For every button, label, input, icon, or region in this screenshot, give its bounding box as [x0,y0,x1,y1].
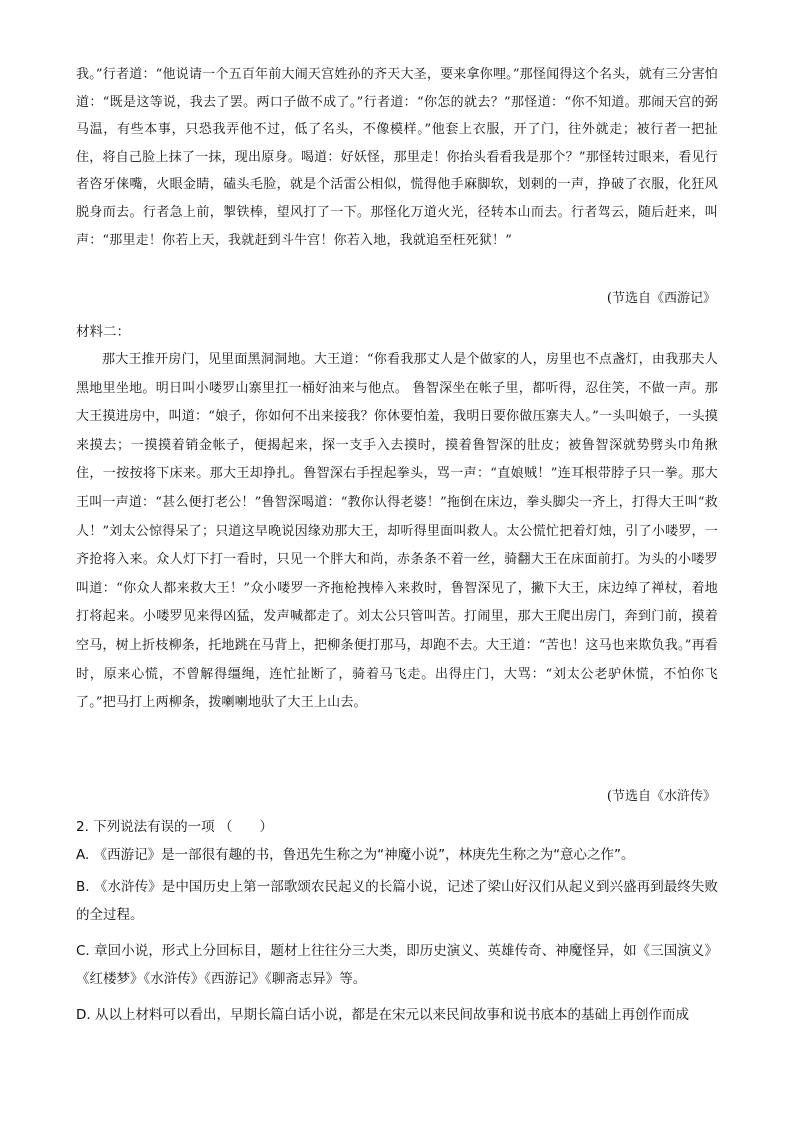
option-b: B. 《水浒传》是中国历史上第一部歌颂农民起义的长篇小说，记述了梁山好汉们从起义到兴盛再到最终失败的全过程。 [76,879,718,923]
option-a: A. 《西游记》是一部很有趣的书，鲁迅先生称之为“神魔小说”，林庚先生称之为“意心之作”。 [76,847,635,863]
material1-paragraph: 我。”行者道：“他说请一个五百年前大闹天宫姓孙的齐天大圣，要来拿你哩。”那怪闻得这个名头，就有三分害怕道：“既是这等说，我去了罢。两口子做不成了。”行者道：“你怎的就去？”那怪道：“你不知道。那闹天宫的弼马温，有些本事，只恐我弄他不过，低了名头，不像模样。”他套上衣服，开了门，往外就走；被行者一把扯住，将自己脸上抹了一抹，现出原身。喝道：好妖怪，那里走！你抬头看看我是那个？”那怪转过眼来，看见行者咨牙俫嘴，火眼金睛，磕头毛脸，就是个活雷公相似，慌得他手麻脚软，划剌的一声，挣破了衣服，化狂风脱身而去。行者急上前，掣铁棒，望风打了一下。那怪化万道火光，径转本山而去。行者驾云，随后赶来，叫声：“那里走！你若上天，我就赶到斗牛宫！你若入地，我就追至枉死狱！” [76,67,718,248]
material2-paragraph: 那大王推开房门，见里面黑洞洞地。大王道：“你看我那丈人是个做家的人，房里也不点盏灯，由我那夫人黑地里坐地。明日叫小喽罗山寨里扛一桶好油来与他点。 鲁智深坐在帐子里，都听得，忍住笑，不做一声。那大王摸进房中，叫道：“娘子，你如何不出来接我？你休要怕羞，我明日要你做压寨夫人。”一头叫娘子，一头摸来摸去；一摸摸着销金帐子，便揭起来，探一支手入去摸时，摸着鲁智深的肚皮；被鲁智深就势劈头巾角揪住，一按按将下床来。那大王却挣扎。鲁智深右手捏起拳头，骂一声：“直娘贼！”连耳根带脖子只一拳。那大王叫一声道：“甚么便打老公！”鲁智深喝道：“教你认得老婆！”拖倒在床边，拳头脚尖一齐上，打得大王叫“救人！”刘太公惊得呆了；只道这早晚说因缘劝那大王，却听得里面叫救人。太公慌忙把着灯烛，引了小喽罗，一齐抢将入来。众人灯下打一看时，只见一个胖大和尚，赤条条不着一丝，骑翻大王在床面前打。为头的小喽罗叫道：“你众人都来救大王！”众小喽罗一齐拖枪拽棒入来救时，鲁智深见了，撇下大王，床边绰了禅杖，着地打将起来。小喽罗见来得凶猛，发声喊都走了。刘太公只管叫苦。打闹里，那大王爬出房门，奔到门前，摸着空马，树上折枝柳条，托地跳在马背上，把柳条便打那马，却跑不去。大王道：“苦也！这马也来欺负我。”再看时，原来心慌，不曾解得缰绳，连忙扯断了，骑着马飞走。出得庄门，大骂：“刘太公老驴休慌，不怕你飞了。”把马打上两柳条，拨喇喇地驮了大王上山去。 [76,352,718,711]
material2-heading: 材料二： [76,324,130,340]
option-d: D. 从以上材料可以看出，早期长篇白话小说，都是在宋元以来民间故事和说书底本的基础上再创作而成 [76,1007,689,1023]
option-c: C. 章回小说，形式上分回标目，题材上往往分三大类，即历史演义、英雄传奇、神魔怪异，如《三国演义》《红楼梦》《水浒传》《西游记》《聊斋志异》等。 [76,943,718,987]
question-stem: 2. 下列说法有误的一项 （ ） [76,819,273,835]
material1-source: (节选自《西游记》 [606,291,716,306]
material2-source: (节选自《水浒传》 [606,789,716,804]
